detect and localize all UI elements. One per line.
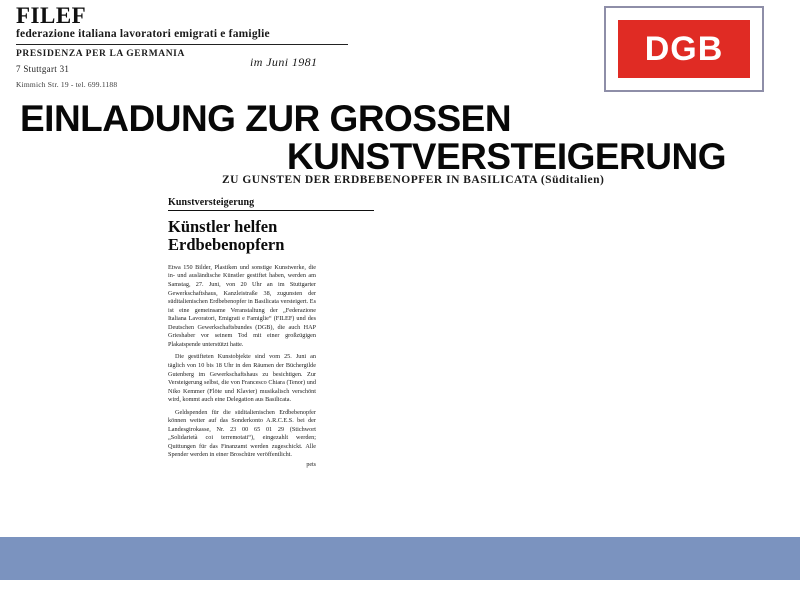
clipping-headline-line-2: Erdbebenopfern	[168, 235, 285, 255]
headline-line-2: KUNSTVERSTEIGERUNG	[286, 136, 726, 178]
clipping-paragraph: Geldspenden für die süditalienischen Erdbebenopfer können weiter auf das Sonderkonto A.R.C.E.S. bei der Landesgirokasse, Nr. 23 00 65 01 29 (Stichwort „Solidarietà coi terremotati“), eingezahlt werden; Quittungen für das Finanzamt werden zugeschickt. Alle Spender werden in einer Broschüre veröffentlicht.	[168, 408, 316, 459]
organization-name: FILEF	[16, 3, 87, 28]
clipping-paragraph: Die gestifteten Kunstobjekte sind vom 25. Juni an täglich von 10 bis 18 Uhr in den Räumen der Büchergilde Gutenberg im Gewerkschaftshaus zu besichtigen. Zur Versteigerung selbst, die von Francesco Chiara (Tenor) und Niko Kemmer (Flöte und Klavier) musikalisch verschönt wird, kommt auch eine Delegation aus Basilicata.	[168, 353, 316, 404]
presidency-line: PRESIDENZA PER LA GERMANIA	[16, 49, 185, 59]
contact-line: Kimmich Str. 19 - tel. 699.1188	[16, 80, 118, 89]
address-line: 7 Stuttgart 31	[16, 64, 70, 74]
clipping-kicker: Kunstversteigerung	[168, 197, 255, 208]
clipping-headline	[168, 218, 374, 255]
letterhead-divider	[16, 44, 348, 45]
organization-subtitle: federazione italiana lavoratori emigrati e famiglie	[16, 28, 270, 40]
headline-line-1: EINLADUNG ZUR GROSSEN	[20, 98, 512, 139]
page-title	[20, 100, 760, 176]
clipping-body	[168, 264, 316, 464]
footer-band-base	[0, 580, 800, 593]
dgb-logo-label: DGB	[644, 29, 724, 68]
clipping-signature: pets	[306, 461, 316, 468]
dgb-logo-block	[618, 20, 750, 78]
headline-subline: ZU GUNSTEN DER ERDBEBENOPFER IN BASILICATA (Süditalien)	[222, 174, 605, 186]
clipping-paragraph: Etwa 150 Bilder, Plastiken und sonstige Kunstwerke, die in- und ausländische Künstler gestiftet haben, werden am Samstag, 27. Juni, von 20 Uhr an im Stuttgarter Gewerkschaftshaus, Kanzleistraße 38, zugunsten der süditalienischen Erdbebenopfer in Basilicata versteigert. Es ist eine gemeinsame Veranstaltung der „Federazione Italiana Lavoratori, Emigrati e Famiglie“ (FILEF) und des Deutschen Gewerkschaftsbundes (DGB), die auch HAP Grieshaber vor seinem Tod mit einer großzügigen Plakatspende unterstützt hatte.	[168, 263, 316, 348]
letter-date: im Juni 1981	[250, 55, 318, 69]
dgb-logo	[604, 6, 764, 92]
clipping-headline-line-1: Künstler helfen	[168, 217, 278, 236]
newspaper-clipping	[168, 197, 374, 468]
letterhead	[16, 0, 376, 89]
clipping-divider	[168, 210, 374, 211]
